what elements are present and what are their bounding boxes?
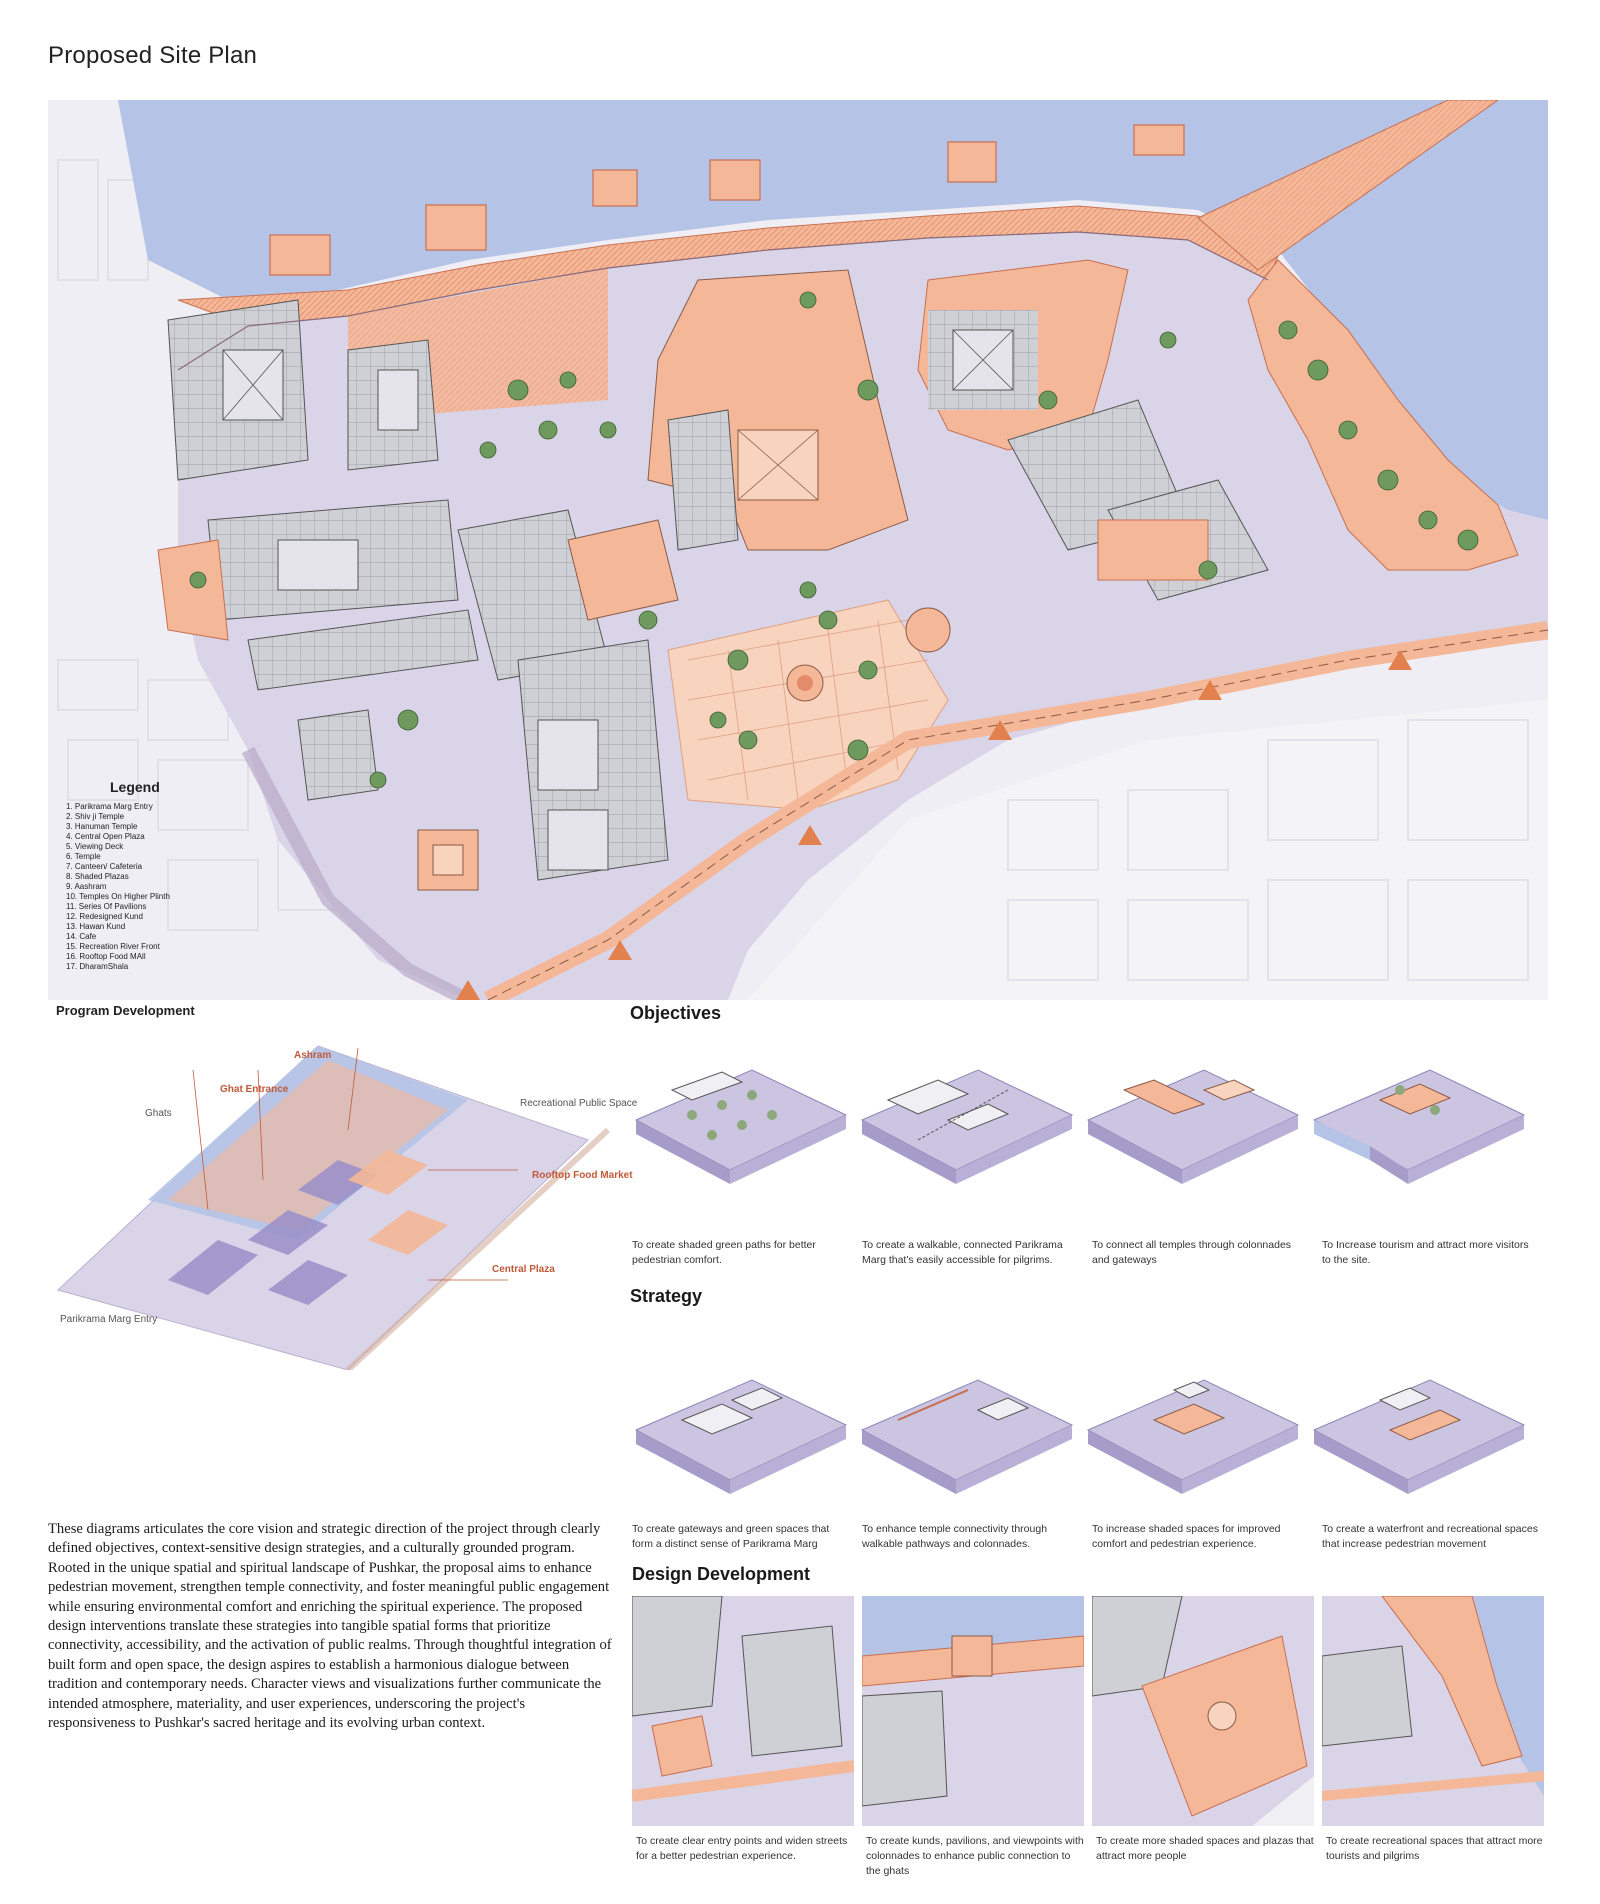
design-development-image-2 <box>862 1596 1084 1826</box>
objective-caption: To create shaded green paths for better pedestrian comfort. <box>632 1239 816 1266</box>
label-recreational: Recreational Public Space <box>520 1098 638 1109</box>
strategy-title: Strategy <box>630 1286 703 1306</box>
strategy-diagram-1 <box>632 1370 850 1500</box>
objective-diagram-2 <box>858 1060 1076 1210</box>
description-paragraph: These diagrams articulates the core vision and strategic direction of the project through clearly defined objectives, context-sensitive design strategies, and a culturally grounded program. Rooted in the unique spatial and spiritual landscape of Pushkar, the proposal aims to enhance pedestrian movement, strengthen temple connectivity, and foster meaningful public engagement while ensuring environmental comfort and enriching the spiritual experience. The proposed design interventions translate these strategies into tangible spatial forms that prioritize connectivity, accessibility, and the activation of public realms. Through thoughtful integration of built form and open space, the design aspires to establish a harmonious dialogue between tradition and contemporary needs. Character views and visualizations further communicate the intended atmosphere, materiality, and user experiences, underscoring the project's responsiveness to Pushkar's sacred heritage and its evolving urban context. <box>48 1521 612 1732</box>
design-development-image-4 <box>1322 1596 1544 1826</box>
objective-caption: To connect all temples through colonnades and gateways <box>1092 1239 1292 1266</box>
legend-item: 13. Hawan Kund <box>66 922 126 931</box>
program-development-title: Program Development <box>56 1003 195 1018</box>
legend-item: 2. Shiv ji Temple <box>66 812 125 821</box>
legend-item: 12. Redesigned Kund <box>66 912 143 921</box>
label-ghats: Ghats <box>145 1108 172 1119</box>
design-development-image-1 <box>632 1596 854 1826</box>
label-ashram: Ashram <box>294 1050 332 1061</box>
objective-diagram-1 <box>632 1060 850 1210</box>
legend-item: 1. Parikrama Marg Entry <box>66 802 153 811</box>
site-plan-map <box>48 100 1548 1000</box>
legend-title: Legend <box>110 779 160 795</box>
legend-item: 15. Recreation River Front <box>66 942 160 951</box>
label-rooftop: Rooftop Food Market <box>532 1170 633 1181</box>
strategy-diagram-4 <box>1310 1370 1528 1500</box>
design-development-caption: To create more shaded spaces and plazas that attract more people <box>1096 1835 1314 1862</box>
label-central: Central Plaza <box>492 1264 555 1275</box>
legend-item: 16. Rooftop Food MAll <box>66 952 146 961</box>
objective-caption: To create a walkable, connected Parikrama Marg that's easily accessible for pilgrims. <box>862 1239 1063 1266</box>
objectives-title: Objectives <box>630 1003 722 1023</box>
legend-list <box>66 802 216 972</box>
legend-item: 10. Temples On Higher Plinth <box>66 892 170 901</box>
legend-item: 7. Canteen/ Cafeteria <box>66 862 143 871</box>
strategy-diagram-2 <box>858 1370 1076 1500</box>
objective-caption: To Increase tourism and attract more visitors to the site. <box>1322 1239 1529 1266</box>
strategy-caption: To create gateways and green spaces that form a distinct sense of Parikrama Marg <box>632 1523 830 1550</box>
legend-item: 3. Hanuman Temple <box>66 822 138 831</box>
design-development-title: Design Development <box>632 1564 811 1584</box>
legend-item: 5. Viewing Deck <box>66 842 124 851</box>
strategy-caption: To increase shaded spaces for improved comfort and pedestrian experience. <box>1092 1523 1281 1550</box>
legend-item: 4. Central Open Plaza <box>66 832 145 841</box>
strategy-diagram-3 <box>1084 1370 1302 1500</box>
legend-item: 14. Cafe <box>66 932 97 941</box>
legend-item: 11. Series Of Pavilions <box>66 902 147 911</box>
design-development-caption: To create recreational spaces that attract more tourists and pilgrims <box>1326 1835 1543 1862</box>
objective-diagram-3 <box>1084 1060 1302 1210</box>
legend-item: 8. Shaded Plazas <box>66 872 129 881</box>
design-development-image-3 <box>1092 1596 1314 1826</box>
legend <box>66 779 216 972</box>
label-ghat-entrance: Ghat Entrance <box>220 1084 289 1095</box>
legend-item: 6. Temple <box>66 852 101 861</box>
strategy-caption: To create a waterfront and recreational spaces that increase pedestrian movement <box>1322 1523 1538 1550</box>
strategy-caption: To enhance temple connectivity through walkable pathways and colonnades. <box>862 1523 1048 1550</box>
legend-item: 17. DharamShala <box>66 962 129 971</box>
design-development-caption: To create kunds, pavilions, and viewpoints with colonnades to enhance public connection to the ghats <box>866 1835 1084 1877</box>
legend-item: 9. Aashram <box>66 882 107 891</box>
objective-diagram-4 <box>1310 1060 1528 1210</box>
page-title: Proposed Site Plan <box>48 42 258 69</box>
design-development-caption: To create clear entry points and widen streets for a better pedestrian experience. <box>636 1835 848 1862</box>
label-parikrama: Parikrama Marg Entry <box>60 1314 158 1325</box>
